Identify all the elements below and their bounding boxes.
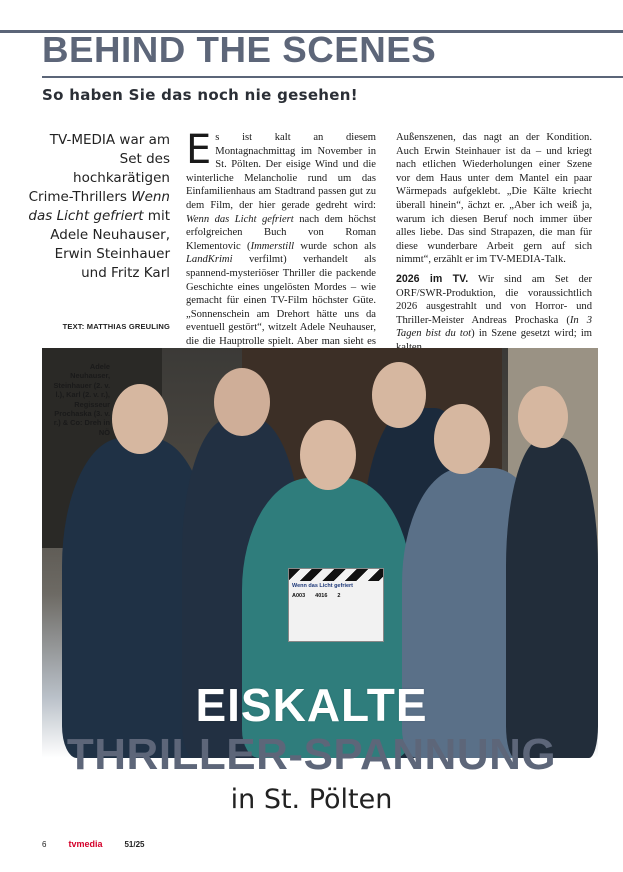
article-column-1 — [186, 127, 376, 362]
person-head — [214, 368, 270, 436]
italic-title: In 3 Tagen bist du tot — [396, 314, 592, 340]
drop-cap: E — [186, 127, 212, 173]
teaser-text-b: mit Adele Neuhauser, Erwin Steinhauer und Fritz Karl — [50, 208, 170, 281]
paragraph — [186, 127, 376, 362]
paragraph — [396, 273, 592, 355]
paragraph-lead: 2026 im TV. — [396, 272, 469, 285]
kicker-underline — [42, 76, 623, 78]
author-credit: TEXT: MATTHIAS GREULING — [62, 322, 170, 331]
person-head — [518, 386, 568, 448]
text: s ist kalt an diesem Montagnachmittag im November in St. Pölten. Der eisige Wind und die winterliche Melancholie rund um das Einfamilienhaus am Stadtrand passen gut zu dem Film, der hier gerade gedreht wird: — [186, 132, 376, 211]
clapper-take: 2 — [337, 593, 341, 599]
photo-caption: Adele Neuhauser, Steinhauer (2. v. l.), Karl (2. v. r.), Regisseur Prochaska (3. v. r.) & Co: Dreh in NÖ — [53, 362, 110, 437]
article-column-2 — [396, 131, 592, 355]
person-head — [372, 362, 426, 428]
text: ) in Szene gesetzt wird; im — [471, 328, 593, 340]
section-kicker: BEHIND THE SCENES — [42, 29, 437, 70]
clapper-roll: A003 — [292, 593, 306, 599]
person-head — [112, 384, 168, 454]
clapperboard — [288, 568, 384, 642]
clapper-title: Wenn das Licht gefriert — [292, 583, 354, 589]
headline-line-1: EISKALTE — [195, 679, 428, 731]
clapper-stripes — [289, 569, 383, 581]
magazine-logo: tvmedia — [68, 839, 103, 849]
teaser — [25, 131, 170, 283]
text: verfilmt) verhandelt als spannend-mysteriöser Thriller die packende Geschichte eines ungelösten Mordes – wie gemacht für einen TV-Film höchster Güte. „Sonnenschein am Drehort hätte uns da eventuell gestört“, witzelt Adele Neuhauser, die die Hauptrolle spielt. Aber man sieht es — [186, 254, 376, 347]
text: Wir sind am Set der ORF/SWR-Produktion, die voraussichtlich 2026 ausgestrahlt und von Horror- und Thriller-Meister Andreas Prochaska ( — [396, 273, 592, 326]
text: nach dem höchst erfolgreichen Buch von Roman Klementovic ( — [186, 213, 376, 252]
person-head — [300, 420, 356, 490]
issue-number: 51/25 — [124, 840, 145, 849]
italic-title: Immerstill — [250, 240, 295, 252]
page-footer — [42, 839, 145, 849]
headline-line-2: THRILLER-SPANNUNG — [66, 730, 557, 779]
italic-title: Wenn das Licht gefriert — [186, 213, 294, 225]
teaser-text-a: TV-MEDIA war am Set des hochkarätigen Crime-Thrillers — [28, 132, 170, 205]
subtitle: So haben Sie das noch nie gesehen! — [42, 86, 358, 104]
teaser-film-title: Wenn das Licht gefriert — [28, 189, 170, 224]
page-number: 6 — [42, 840, 47, 849]
clapper-scene: 4016 — [315, 593, 328, 599]
headline-line-3: in St. Pölten — [230, 784, 393, 815]
clapper-values — [289, 591, 383, 601]
person-head — [434, 404, 490, 474]
text: wurde schon als — [294, 240, 376, 252]
paragraph: Außenszenen, das nagt an der Kondition. Auch Erwin Steinhauer ist da – und kriegt nach etlichen Wiederholungen einer Szene vor dem Haus unter dem Mantel ein paar Wärmepads aufgeklebt. „Die Kälte kriecht überall hinein“, ächzt er. „Aber ich weiß ja, warum ich diesen Beruf noch immer über alles liebe. Das sind Strapazen, die man für diese wunderbare Arbeit gern auf sich nimmt“, erzählt er im TV-MEDIA-Talk. — [396, 132, 592, 266]
italic-title: LandKrimi — [186, 254, 233, 266]
